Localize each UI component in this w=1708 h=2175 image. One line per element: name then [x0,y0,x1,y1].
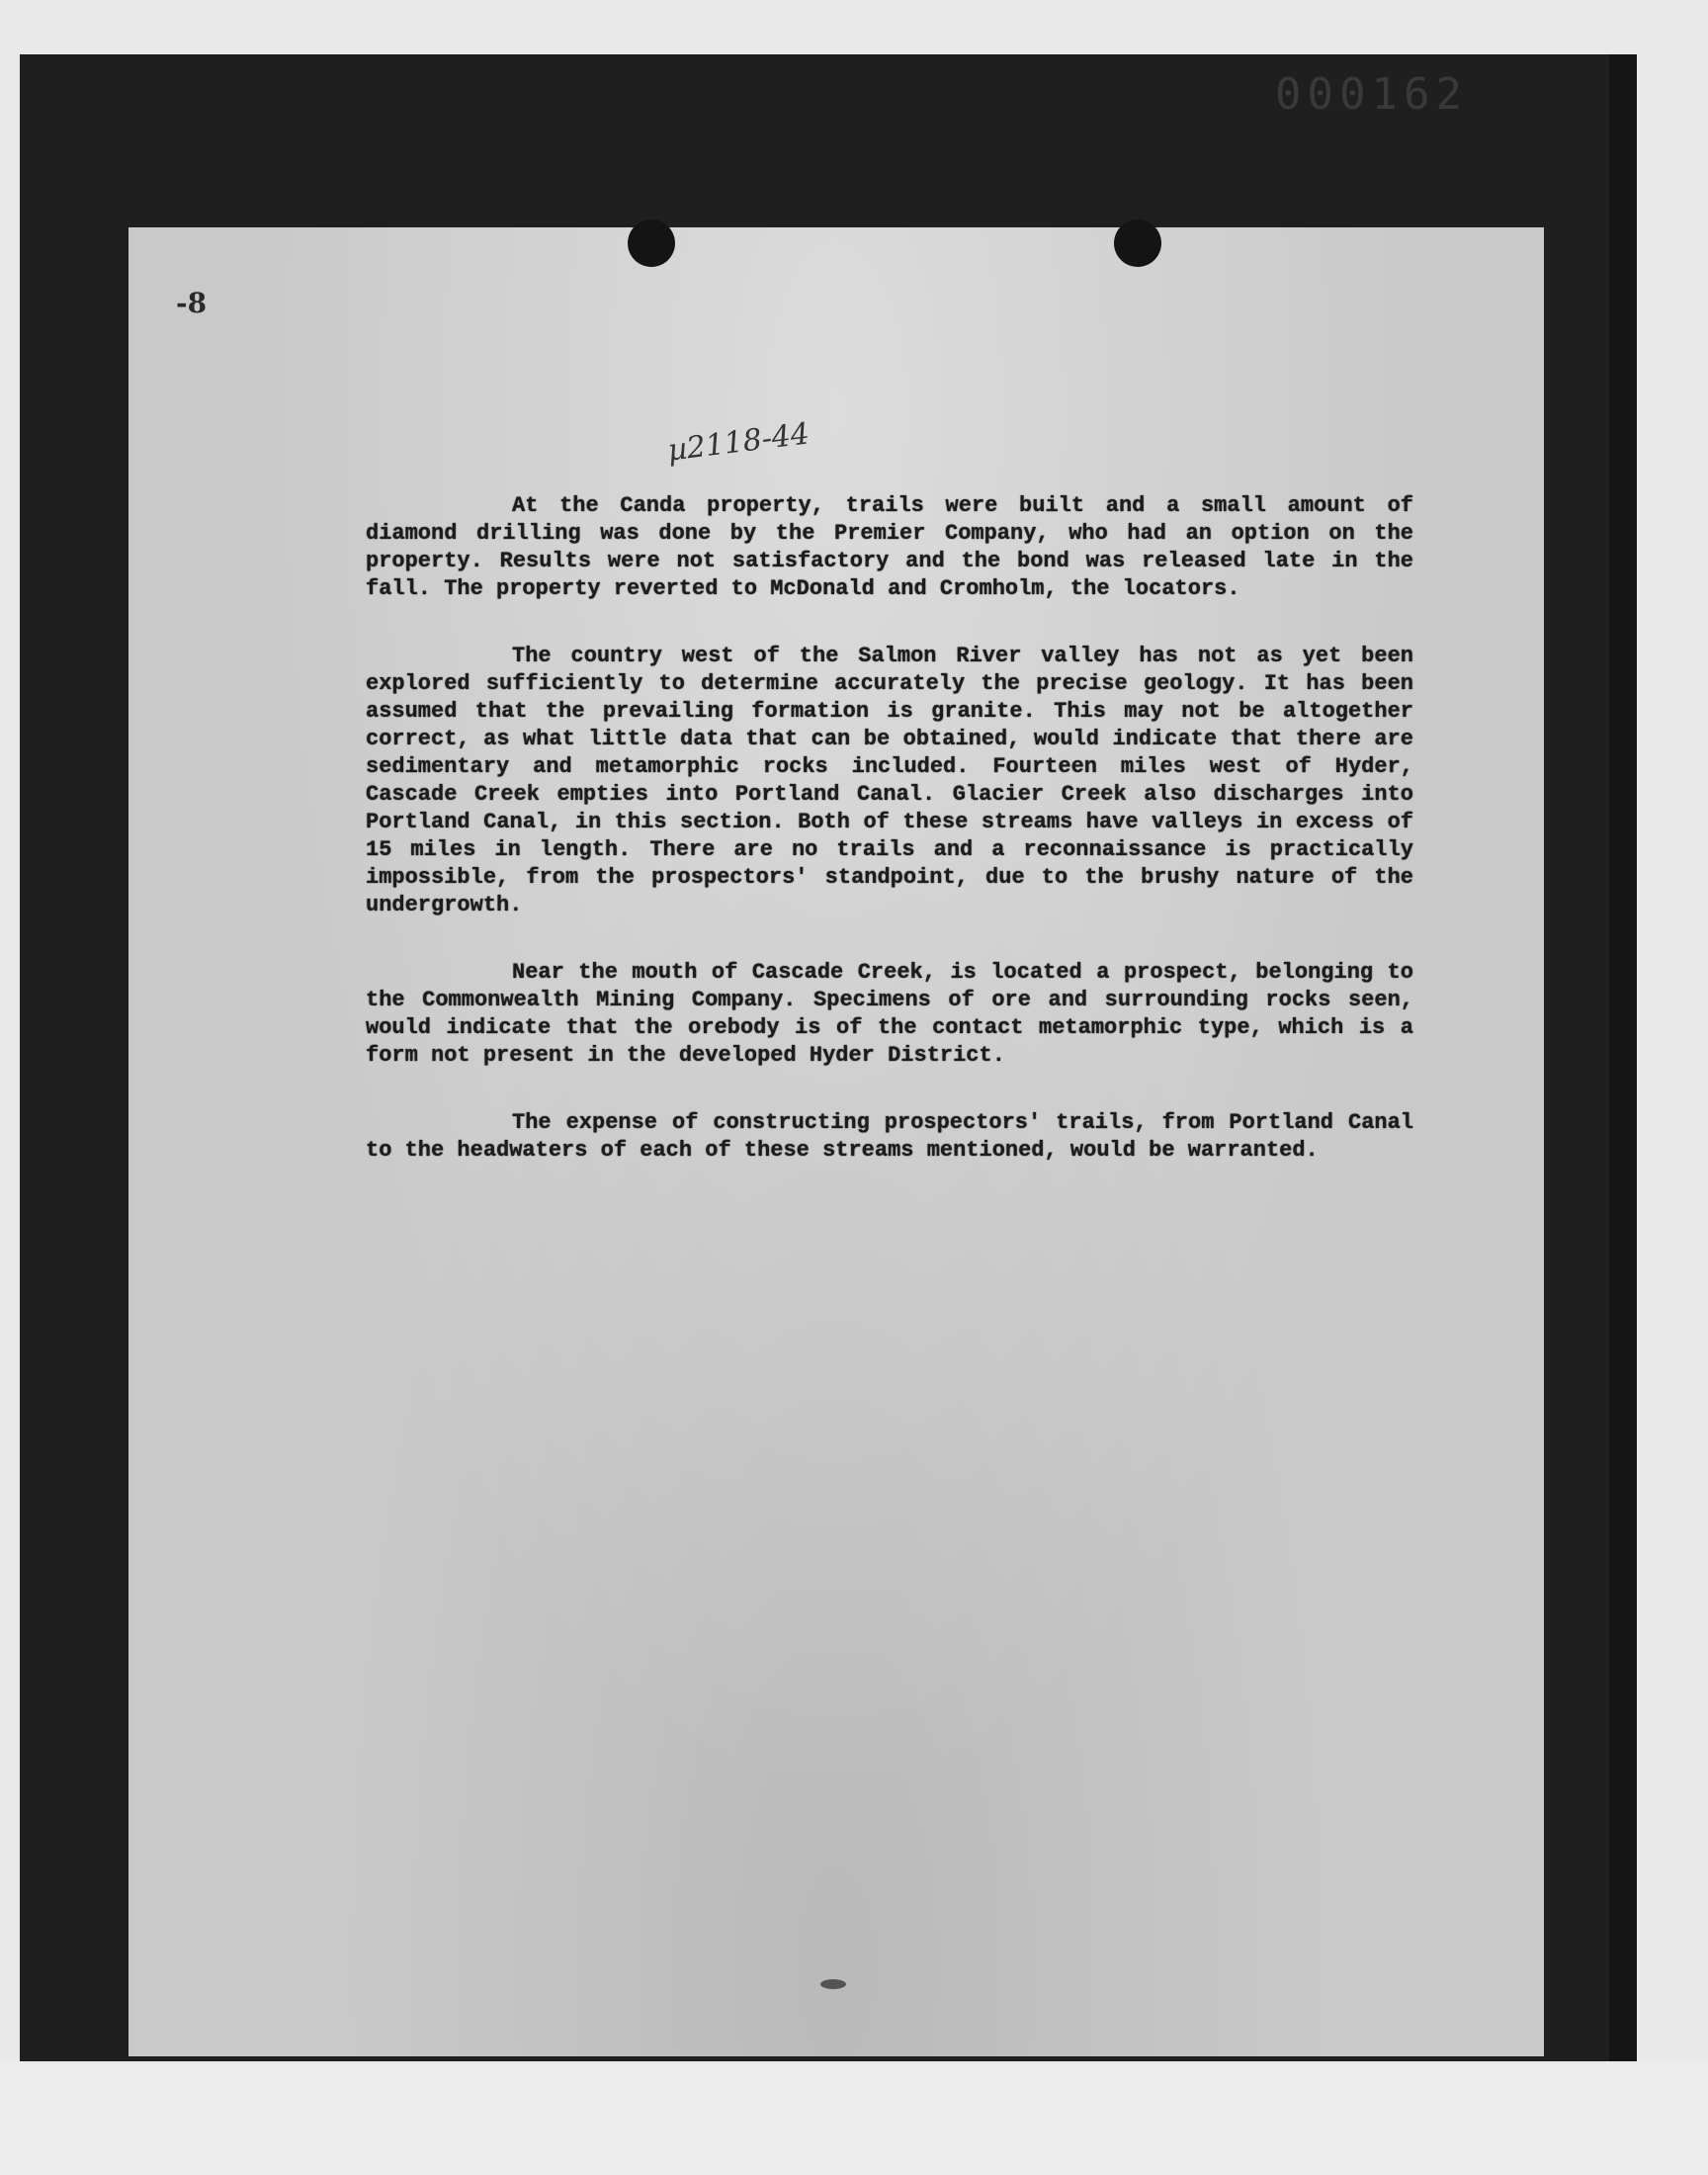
paragraph: The expense of constructing prospectors' trails, from Portland Canal to the headwaters of each of these streams mentioned, would be warranted. [366,1110,1413,1163]
margin-mark: -8 [176,287,208,319]
handwritten-note: µ2118-44 [665,416,811,469]
frame-edge [1609,54,1637,2061]
paragraph: At the Canda property, trails were built and a small amount of diamond drilling was done by the Premier Company, who had an option on the property. Results were not satisfactory and the bond was released late in the fall. The property reverted to McDonald and Cromholm, the locators. [366,493,1413,601]
bottom-smudge [820,1979,846,1989]
paragraph: The country west of the Salmon River valley has not as yet been explored sufficiently to determine accurately the precise geology. It has been assumed that the prevailing formation is granite. This may not be altogether correct, as what little data that can be obtained, would indicate that there are sedimentary and metamorphic rocks included. Fourteen miles west of Hyder, Cascade Creek empties into Portland Canal. Glacier Creek also discharges into Portland Canal, in this section. Both of these streams have valleys in excess of 15 miles in length. There are no trails and a reconnaissance is practically impossible, from the prospectors' standpoint, due to the brushy nature of the undergrowth. [366,644,1413,917]
punch-hole-left [628,219,675,267]
paragraph: Near the mouth of Cascade Creek, is located a prospect, belonging to the Commonwealth Mining Company. Specimens of ore and surrounding rocks seen, would indicate that the orebody is of the contact metamorphic type, which is a form not present in the developed Hyder District. [366,960,1413,1068]
punch-hole-right [1114,219,1161,267]
scan-bottom-margin [0,2061,1708,2175]
paper-sheet [128,227,1544,2056]
typewritten-body [366,492,1413,1204]
document-number-stamp: 000162 [1275,69,1468,120]
